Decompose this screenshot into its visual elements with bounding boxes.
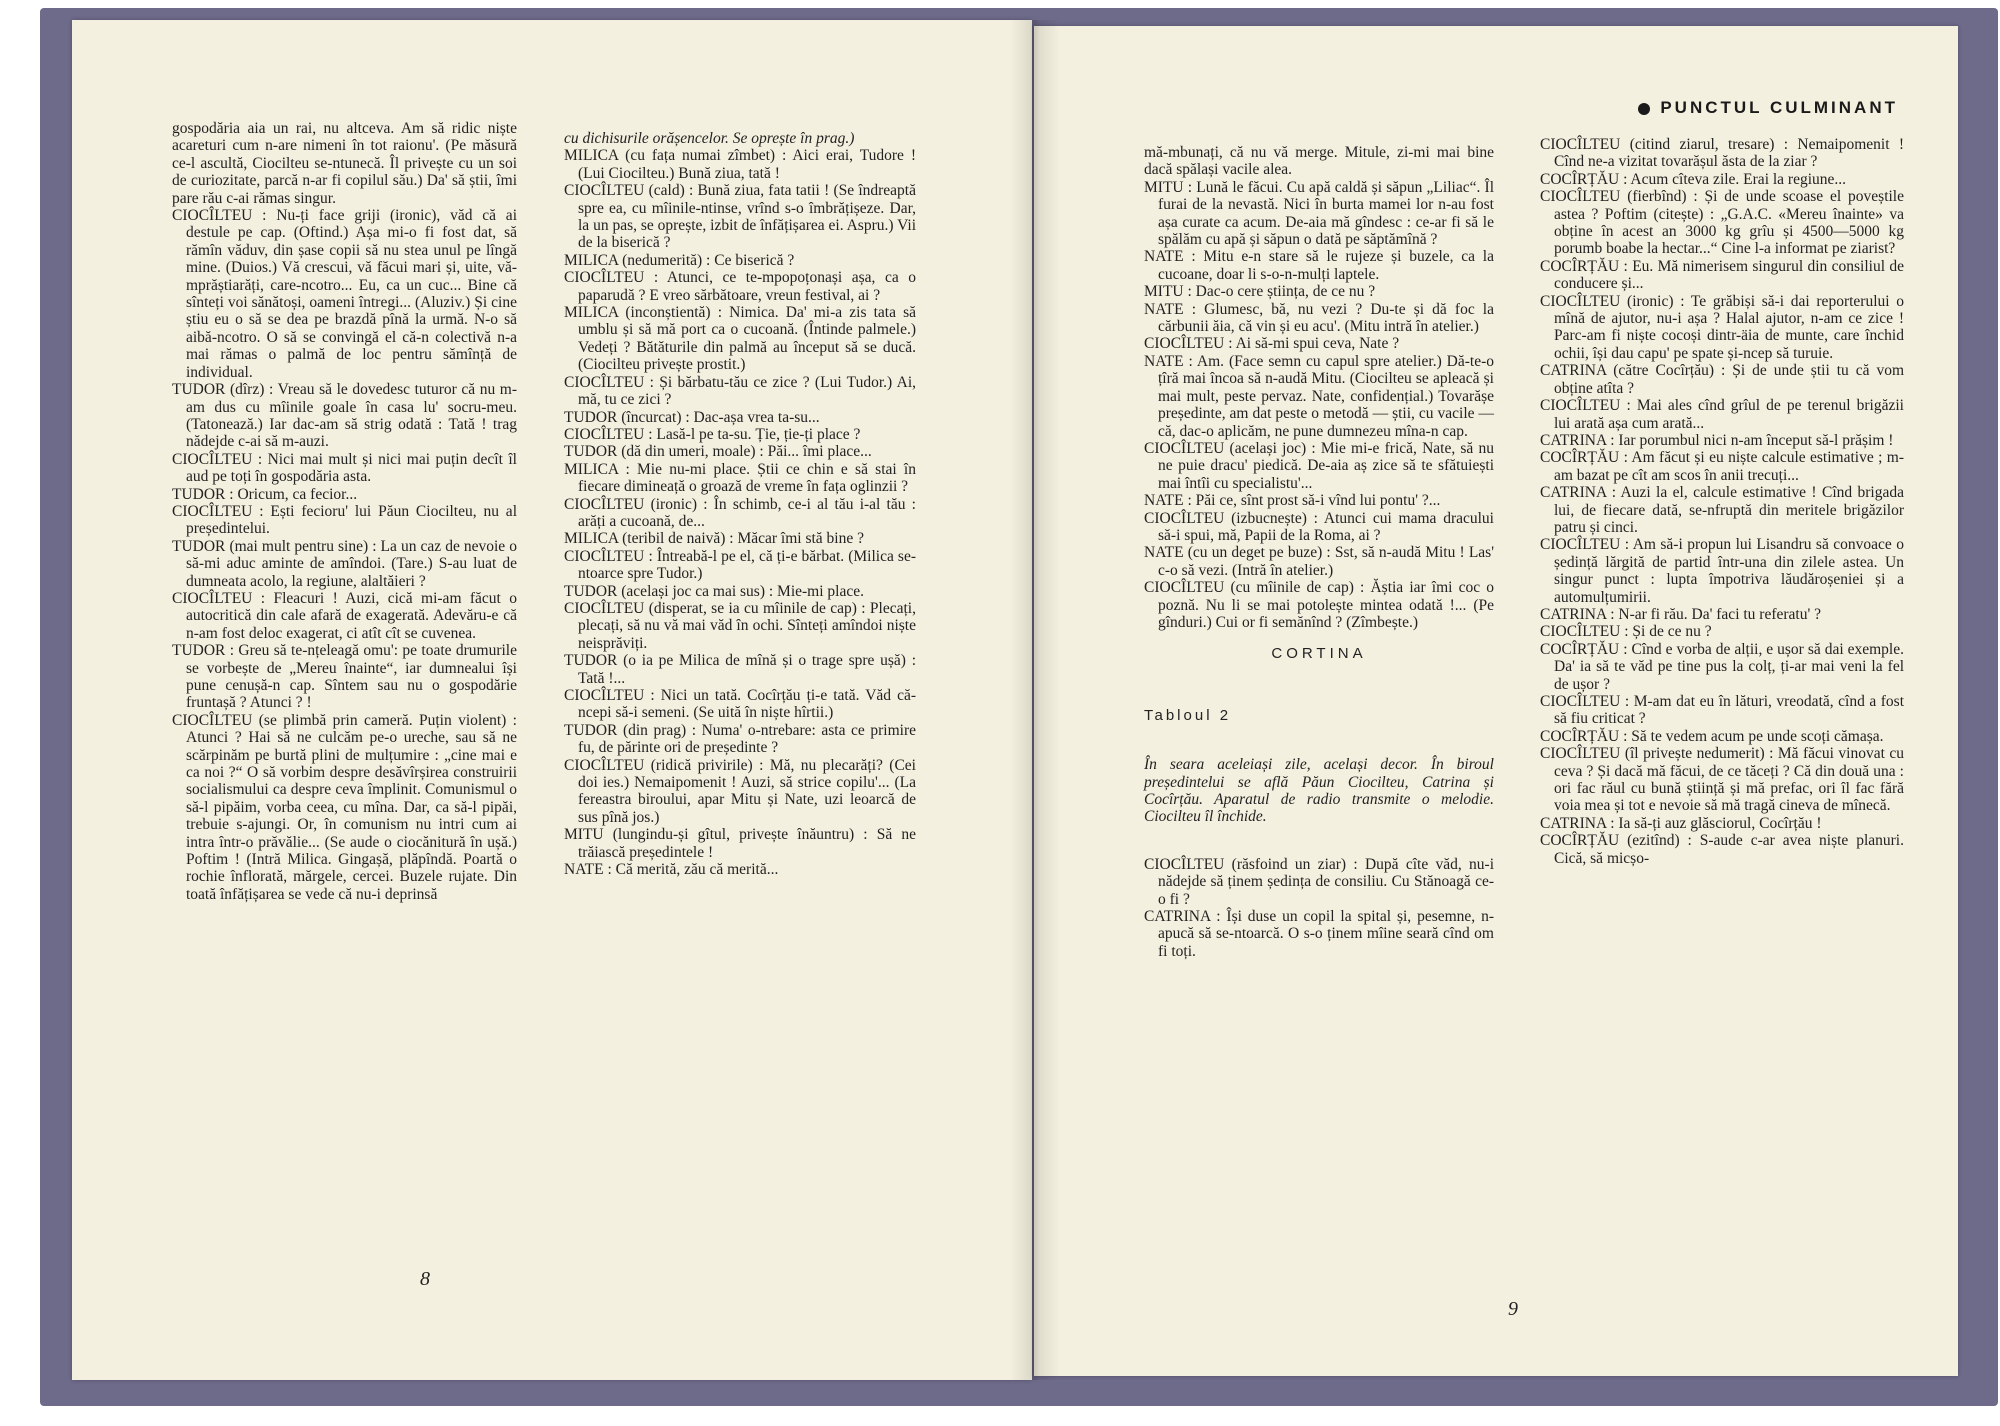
- paragraph: CIOCÎLTEU (ironic) : Te grăbiși să-i dai reporterului o mînă de ajutor, nu-i așa ? Halal ajutor, n-am ce zice ! Parc-am fi niște cocoși dintr-äia de munte, care închid ochii, își dau capu' pe spate și-ncep să turuie.: [1540, 292, 1904, 362]
- page-number: 8: [420, 1268, 430, 1290]
- curtain-heading: CORTINA: [1271, 645, 1367, 663]
- paragraph: NATE : Că merită, zău că merită...: [564, 861, 779, 879]
- paragraph: CIOCÎLTEU (răsfoind un ziar) : După cîte văd, nu-i nădejde să ținem ședința de consiliu. Cu Stănoagă ce-o fi ?: [1144, 855, 1494, 908]
- right-column-1: [1144, 144, 1494, 960]
- paragraph: CIOCÎLTEU : Am să-i propun lui Lisandru să convoace o ședință lărgită de partid într-una din zilele astea. Un singur punct : lupta împotriva lăudăroșeniei și a automulțumirii.: [1540, 536, 1904, 606]
- paragraph: CIOCÎLTEU (ridică privirile) : Mă, nu plecarăți? (Cei doi ies.) Nemaipomenit ! Auzi, să strice copilu'... (La fereastra biroului, apar Mitu și Nate, uzi leoarcă de sus pînă jos.): [564, 756, 916, 826]
- paragraph: COCÎRȚĂU : Acum cîteva zile. Erai la regiune...: [1540, 170, 1847, 188]
- paragraph: NATE : Mitu e-n stare să le rujeze și buzele, ca la cucoane, doar li s-o-n-mulți laptele.: [1144, 248, 1494, 283]
- paragraph: CIOCÎLTEU (se plimbă prin cameră. Puțin violent) : Atunci ? Hai să ne culcăm pe-o ureche, sau să ne scărpinăm pe burtă plini de mulțumire : „cine mai e ca noi ?“ O să vorbim despre desăvîrșirea construirii socialismului ca despre ceva împlinit. Comunismul o să-l pipăim, vorba ceea, cu mîna. Dar, ca să-l pipăi, trebuie s-ajungi. Or, în comunism nu intri cum ai intra într-o prăvălie... (Se aude o ciocănitură în ușă.) Poftim ! (Intră Milica. Gingașă, plăpîndă. Poartă o rochie înflorată, mărgele, cercei. Buzele rujate. Din toată înfățișarea se vede că nu-i deprinsă: [172, 711, 517, 903]
- right-column-2: [1540, 136, 1904, 867]
- paragraph: CIOCÎLTEU : Nici mai mult și nici mai puțin decît îl aud pe toți în gospodăria asta.: [172, 450, 517, 486]
- paragraph: COCÎRȚĂU : Eu. Mă nimerisem singurul din consiliul de conducere și...: [1540, 257, 1904, 293]
- paragraph: MITU : Dac-o cere știința, de ce nu ?: [1144, 283, 1376, 301]
- page-number: 9: [1508, 1298, 1518, 1320]
- paragraph: CIOCÎLTEU (citind ziarul, tresare) : Nemaipomenit ! Cînd ne-a vizitat tovarășul ăsta de la ziar ?: [1540, 136, 1904, 171]
- paragraph: cu dichisurile orășencelor. Se oprește în prag.): [564, 130, 855, 147]
- paragraph: CATRINA : N-ar fi rău. Da' faci tu referatu' ?: [1540, 605, 1822, 623]
- left-page: [72, 20, 1032, 1380]
- paragraph: CIOCÎLTEU : Mai ales cînd grîul de pe terenul brigăzii lui arată așa cum arată...: [1540, 397, 1904, 432]
- paragraph: MITU : Lună le făcui. Cu apă caldă și săpun „Liliac“. Îl furai de la nevastă. Nici în burta mamei lor n-au fost așa curate ca acum. De-aia mă gîndesc : ce-ar fi să le spălăm cu apă și săpun o dată pe săptămînă ?: [1144, 178, 1494, 249]
- paragraph: CIOCÎLTEU : Nici un tată. Cocîrțău ți-e tată. Văd că-ncepi să-i semeni. (Se uită în niște hîrtii.): [564, 687, 916, 722]
- paragraph: CIOCÎLTEU : Și bărbatu-tău ce zice ? (Lui Tudor.) Ai, mă, tu ce zici ?: [564, 373, 916, 409]
- paragraph: COCÎRȚĂU : Să te vedem acum pe unde scoți cămașa.: [1540, 727, 1884, 745]
- paragraph: CIOCÎLTEU : Ai să-mi spui ceva, Nate ?: [1144, 335, 1400, 353]
- paragraph: TUDOR (din prag) : Numa' o-ntrebare: asta ce primire fu, de părinte ori de președinte ?: [564, 721, 916, 757]
- paragraph: TUDOR (mai mult pentru sine) : La un caz de nevoie o să-mi aduc aminte de amîndoi. (Tare.) S-au luat de dumneata acolo, la regiune, alaltăieri ?: [172, 537, 517, 590]
- paragraph: MILICA (cu fața numai zîmbet) : Aici erai, Tudore ! (Lui Ciocilteu.) Bună ziua, tată !: [564, 147, 916, 182]
- paragraph: CIOCÎLTEU : M-am dat eu în lături, vreodată, cînd a fost să fiu criticat ?: [1540, 693, 1904, 728]
- paragraph: CIOCÎLTEU : Lasă-l pe ta-su. Ție, ție-ți place ?: [564, 425, 861, 443]
- paragraph: COCÎRȚĂU : Am făcut și eu niște calcule estimative ; m-am bazat pe cît am scos în anii trecuți...: [1540, 449, 1904, 484]
- bullet-dot-icon: [1638, 103, 1650, 115]
- right-page: [1034, 26, 1958, 1376]
- paragraph: TUDOR (dă din umeri, moale) : Păi... îmi place...: [564, 443, 872, 461]
- paragraph: CIOCÎLTEU (ironic) : În schimb, ce-i al tău i-al tău : arăți a cucoană, de...: [564, 495, 916, 530]
- paragraph: CATRINA : Își duse un copil la spital și, pesemne, n-apucă să se-ntoarcă. O s-o ținem mîine seară cînd om fi toți.: [1144, 908, 1494, 960]
- paragraph: CIOCÎLTEU : Fleacuri ! Auzi, cică mi-am făcut o autocritică din cale afară de exagerată. Adevăru-e că n-am fost deloc exagerat, ci atît cît se cuvenea.: [172, 589, 517, 642]
- stage-direction: În seara aceleiași zile, același decor. În biroul președintelui se află Păun Ciocilteu, Catrina și Cocîrțău. Aparatul de radio transmite o melodie. Ciocilteu îl închide.: [1144, 756, 1494, 826]
- paragraph: CATRINA : Ia să-ți auz glăsciorul, Cocîrțău !: [1540, 814, 1822, 832]
- left-column-2: [564, 130, 916, 878]
- paragraph: NATE : Am. (Face semn cu capul spre atelier.) Dă-te-o țîră mai încoa să n-audă Mitu. (Ciocilteu se apleacă și mai mult, peste pervaz. Nate, confidențial.) Tovarășe președinte, am dat peste o metodă — știi, cu vacile — că, dac-o aplicăm, ne pune dumnezeu mîna-n cap.: [1144, 352, 1494, 440]
- paragraph: MILICA (teribil de naivă) : Măcar îmi stă bine ?: [564, 530, 865, 548]
- paragraph: CIOCÎLTEU : Și de ce nu ?: [1540, 623, 1712, 641]
- running-header: [1638, 98, 1898, 118]
- paragraph: TUDOR : Greu să te-nțeleagă omu': pe toate drumurile se vorbește de „Mereu înainte“, iar dumnealui își pune cenușă-n cap. Sîntem sau nu o gospodărie fruntașă ? Atunci ? !: [172, 642, 517, 712]
- paragraph: TUDOR (același joc ca mai sus) : Mie-mi place.: [564, 582, 864, 600]
- paragraph: CIOCÎLTEU (același joc) : Mie mi-e frică, Nate, să nu ne puie dracu' piedică. De-aia aș zice să te sfătuiești mai întîi cu specialistu'...: [1144, 439, 1494, 492]
- left-column-1: [172, 120, 517, 903]
- paragraph: NATE (cu un deget pe buze) : Sst, să n-audă Mitu ! Las' c-o să vezi. (Intră în atelier.): [1144, 544, 1494, 579]
- paragraph: CIOCÎLTEU (cu mîinile de cap) : Ăștia iar îmi coc o poznă. Nu li se mai potolește mintea odată !... (Pe gînduri.) Cui or fi semănînd ? (Zîmbește.): [1144, 579, 1494, 631]
- paragraph: TUDOR (dîrz) : Vreau să le dovedesc tuturor că nu m-am dus cu mîinile goale în casa lu' socru-meu. (Tatonează.) Iar dac-am să strig odată : Tată ! trag nădejde c-ai să m-auzi.: [172, 381, 517, 451]
- running-header-title: PUNCTUL CULMINANT: [1660, 98, 1898, 117]
- paragraph: TUDOR : Oricum, ca fecior...: [172, 485, 358, 503]
- paragraph: CIOCÎLTEU (izbucnește) : Atunci cui mama dracului să-i spui, mă, Papii de la Roma, ai ?: [1144, 509, 1494, 544]
- paragraph: CIOCÎLTEU (fierbînd) : Și de unde scoase el poveștile astea ? Poftim (citește) : „G.A.C. «Mereu înainte» va obține în acest an 3000 kg grîu și 4500—5000 kg porumb boabe la hectar...“ Cine l-a informat pe ziarist?: [1540, 188, 1904, 258]
- paragraph: CIOCÎLTEU (îl privește nedumerit) : Mă făcui vinovat cu ceva ? Și dacă mă făcui, de ce tăceți ? Că din două una : ori fac răul cu bună știință și mă prefac, ori îl fac fără voia mea și tot e nevoie să mă tragă cineva de mînecă.: [1540, 745, 1904, 815]
- paragraph: CIOCÎLTEU : Nu-ți face griji (ironic), văd că ai destule pe cap. (Oftind.) Așa mi-o fi fost dat, să rămîn văduv, din șase copii să nu stea unul pe lîngă mine. (Duios.) Vă crescui, vă făcui mari și, uite, vă-mprăștiarăți, care-ncotro... Eu, ca un cuc... Bine că sînteți voi sănătoși, oameni întregi... (Aluziv.) Și cine știu eu o să se dea pe brazdă pînă la urmă. N-o să aibă-ncotro. O să se convingă el că-n colectivă n-a mai rămas o palmă de loc pentru sămînță de individual.: [172, 207, 517, 381]
- paragraph: MILICA : Mie nu-mi place. Știi ce chin e să stai în fiecare dimineață o groază de vreme în fața oglinzii ?: [564, 460, 916, 496]
- paragraph: CATRINA : Iar porumbul nici n-am început să-l prășim !: [1540, 431, 1894, 449]
- paragraph: COCÎRȚĂU (ezitînd) : S-aude c-ar avea niște planuri. Cică, să micșo-: [1540, 832, 1904, 867]
- scene-heading: Tabloul 2: [1144, 706, 1232, 724]
- paragraph: mă-mbunați, că nu vă merge. Mitule, zi-mi mai bine dacă spălași vacile alea.: [1144, 144, 1494, 179]
- paragraph: TUDOR (încurcat) : Dac-așa vrea ta-su...: [564, 408, 820, 426]
- paragraph: gospodăria aia un rai, nu altceva. Am să ridic niște acareturi cum n-are nimeni în tot raionu'. (Pe măsură ce-l ascultă, Ciocilteu se-ntunecă. Îl privește cu un soi de curiozitate, parcă n-ar fi copilul său.) Da' să știi, îmi pare rău c-ai rămas singur.: [172, 120, 517, 207]
- paragraph: TUDOR (o ia pe Milica de mînă și o trage spre ușă) : Tată !...: [564, 652, 916, 687]
- paragraph: CIOCÎLTEU : Întreabă-l pe el, că ți-e bărbat. (Milica se-ntoarce spre Tudor.): [564, 547, 916, 583]
- paragraph: CIOCÎLTEU : Ești fecioru' lui Păun Ciocilteu, nu al președintelui.: [172, 502, 517, 538]
- paragraph: MILICA (inconștientă) : Nimica. Da' mi-a zis tata să umblu și să mă port ca o cucoană. (Întinde palmele.) Vedeți ? Bătăturile din palmă au început să se ducă. (Ciocilteu privește prostit.): [564, 304, 916, 374]
- paragraph: NATE : Păi ce, sînt prost să-i vînd lui pontu' ?...: [1144, 492, 1441, 510]
- paragraph: CIOCÎLTEU (cald) : Bună ziua, fata tatii ! (Se îndreaptă spre ea, cu mîinile-ntinse, vrînd s-o îmbrățișeze. Dar, la un pas, se oprește, izbit de înfățișarea ei. Aspru.) Vii de la biserică ?: [564, 182, 916, 252]
- paragraph: CIOCÎLTEU : Atunci, ce te-mpopoțonași așa, ca o paparudă ? E vreo sărbătoare, vreun festival, ai ?: [564, 269, 916, 304]
- paragraph: CIOCÎLTEU (disperat, se ia cu mîinile de cap) : Plecați, plecați, să nu vă mai văd în ochi. Sînteți amîndoi niște neisprăviți.: [564, 599, 916, 652]
- paragraph: NATE : Glumesc, bă, nu vezi ? Du-te și dă foc la cărbunii ăia, că vin și eu acu'. (Mitu intră în atelier.): [1144, 300, 1494, 336]
- paragraph: MITU (lungindu-și gîtul, privește înăuntru) : Să ne trăiască președintele !: [564, 826, 916, 861]
- paragraph: COCÎRȚĂU : Cînd e vorba de alții, e ușor să dai exemple. Da' ia să te văd pe tine pus la colț, ți-ar mai veni la fel de ușor ?: [1540, 640, 1904, 693]
- paragraph: CATRINA (către Cocîrțău) : Și de unde știi tu că vom obține atîta ?: [1540, 362, 1904, 397]
- paragraph: MILICA (nedumerită) : Ce biserică ?: [564, 251, 795, 269]
- paragraph: CATRINA : Auzi la el, calcule estimative ! Cînd brigada lui, de fiecare dată, se-nfruptă din meritele brigăzilor patru și cinci.: [1540, 484, 1904, 536]
